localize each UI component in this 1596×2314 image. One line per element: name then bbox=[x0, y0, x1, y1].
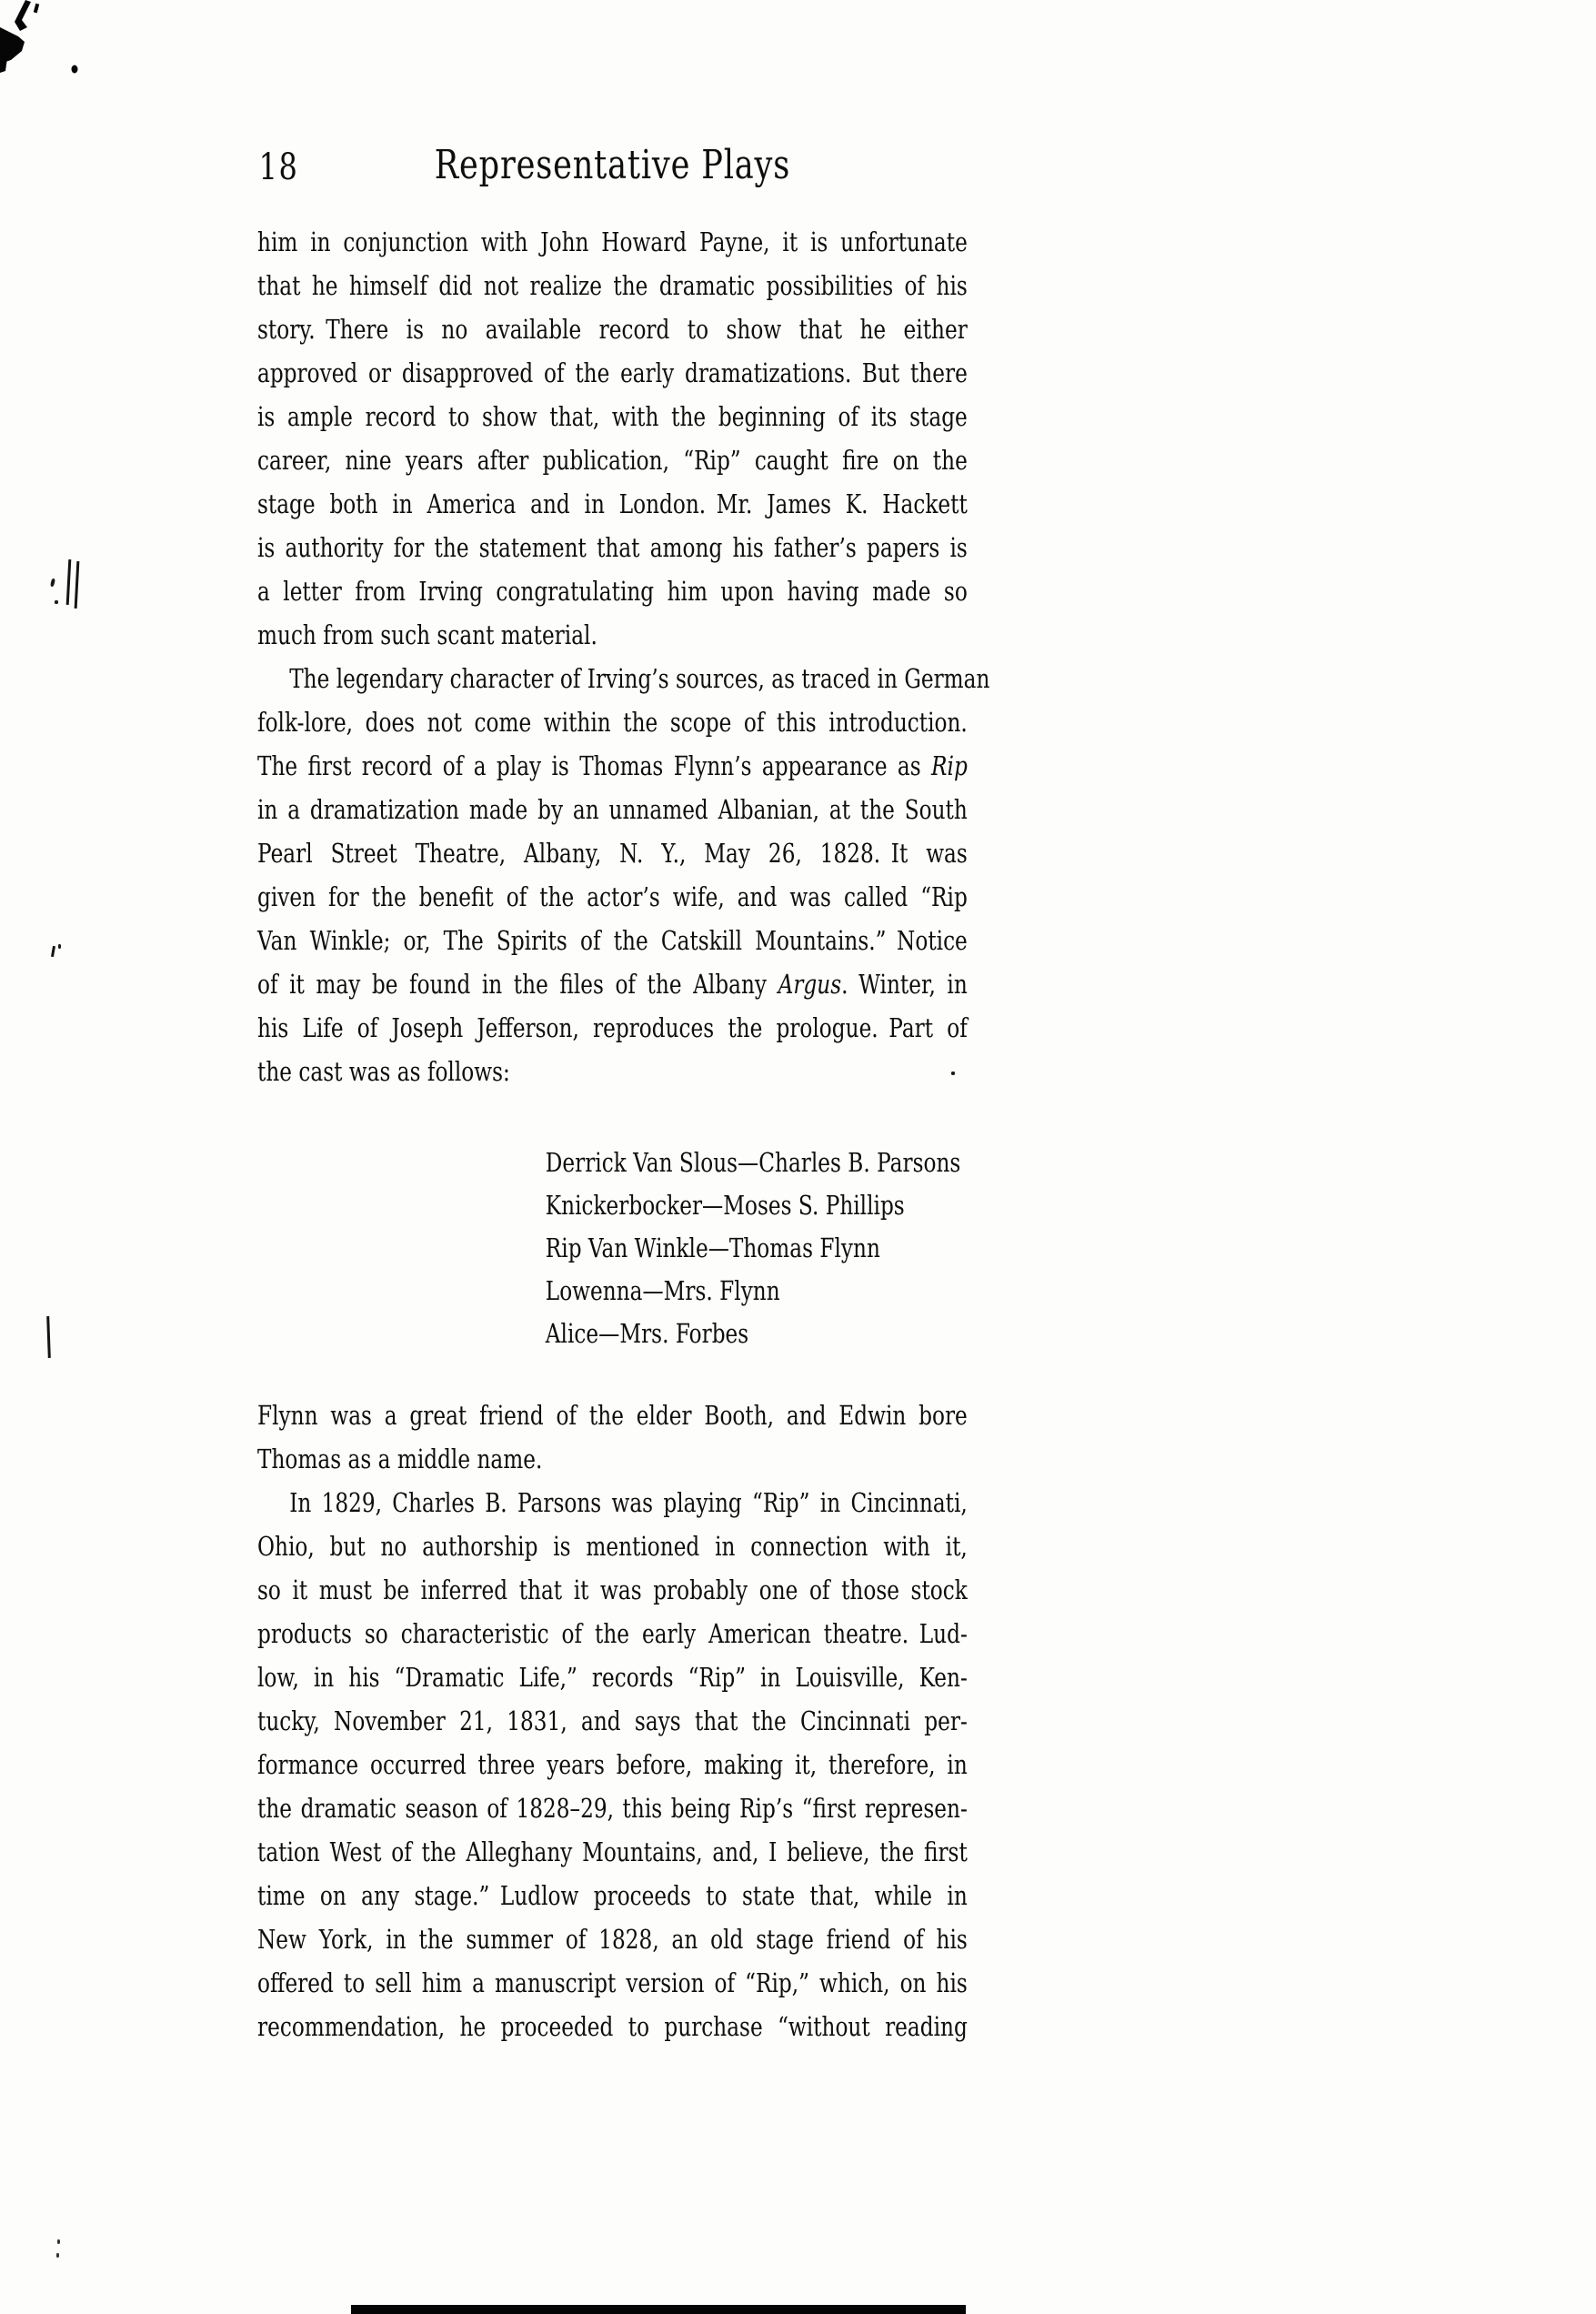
text-line: stage both in America and in London. Mr. James K. Hackett bbox=[257, 488, 968, 519]
text-line: products so characteristic of the early American theatre. Lud- bbox=[257, 1618, 968, 1649]
margin-mark-colon-bottom bbox=[56, 2253, 59, 2258]
text-line: the cast was as follows: bbox=[257, 1056, 510, 1087]
margin-mark-tick bbox=[51, 946, 55, 957]
cast-list-item: Lowenna—Mrs. Flynn bbox=[545, 1275, 780, 1306]
text-line: story. There is no available record to show that he either bbox=[257, 314, 968, 345]
cast-list-item: Alice—Mrs. Forbes bbox=[545, 1318, 749, 1349]
paragraph bbox=[257, 1393, 968, 1481]
ink-blot-mark-icon bbox=[0, 0, 100, 86]
paragraph bbox=[257, 657, 990, 1093]
text-line: given for the benefit of the actor’s wife, and was called “Rip bbox=[257, 881, 968, 912]
text-column bbox=[257, 220, 990, 2048]
italic-title-text: Rip bbox=[931, 750, 968, 781]
text-line: him in conjunction with John Howard Payne, it is unfortunate bbox=[257, 226, 968, 257]
paragraph bbox=[257, 1481, 968, 2048]
text-line: The first record of a play is Thomas Flynn’s appearance as Rip bbox=[257, 750, 968, 781]
page-header bbox=[257, 142, 968, 190]
text-line: formance occurred three years before, making it, therefore, in bbox=[257, 1749, 968, 1780]
scan-edge-bar bbox=[351, 2305, 966, 2314]
text-line: approved or disapproved of the early dramatizations. But there bbox=[257, 357, 968, 388]
text-line: offered to sell him a manuscript version of “Rip,” which, on his bbox=[257, 1967, 968, 1998]
text-line: the dramatic season of 1828–29, this being Rip’s “first represen- bbox=[257, 1793, 968, 1824]
margin-mark-apostrophe bbox=[50, 578, 55, 588]
text-line: New York, in the summer of 1828, an old stage friend of his bbox=[257, 1924, 968, 1955]
text-line: Flynn was a great friend of the elder Booth, and Edwin bore bbox=[257, 1400, 968, 1431]
text-line: The legendary character of Irving’s sources, as traced in German bbox=[289, 663, 990, 694]
text-line: Ohio, but no authorship is mentioned in connection with it, bbox=[257, 1531, 968, 1562]
text-line: is ample record to show that, with the beginning of its stage bbox=[257, 401, 968, 432]
running-title: Representative Plays bbox=[434, 142, 791, 188]
text-line: a letter from Irving congratulating him upon having made so bbox=[257, 576, 968, 607]
cast-list-item: Rip Van Winkle—Thomas Flynn bbox=[545, 1232, 880, 1263]
paragraph bbox=[257, 220, 968, 657]
margin-mark-bar bbox=[75, 561, 80, 609]
cast-list bbox=[546, 1142, 968, 1355]
text-line: low, in his “Dramatic Life,” records “Rip” in Louisville, Ken- bbox=[257, 1662, 968, 1693]
text-line: his Life of Joseph Jefferson, reproduces the prologue. Part of bbox=[257, 1012, 968, 1043]
text-line: tation West of the Alleghany Mountains, and, I believe, the first bbox=[257, 1836, 968, 1867]
text-line: Thomas as a middle name. bbox=[257, 1444, 543, 1474]
cast-list-item: Derrick Van Slous—Charles B. Parsons bbox=[545, 1147, 961, 1178]
text-line: folk-lore, does not come within the scope of this introduction. bbox=[257, 707, 968, 738]
text-line: tucky, November 21, 1831, and says that the Cincinnati per- bbox=[257, 1705, 968, 1736]
margin-mark-dot bbox=[55, 600, 58, 604]
text-line: much from such scant material. bbox=[257, 619, 597, 650]
text-line: of it may be found in the files of the Albany Argus. Winter, in bbox=[257, 969, 968, 1000]
margin-mark-bar bbox=[66, 559, 72, 605]
text-line: career, nine years after publication, “Rip” caught fire on the bbox=[257, 445, 968, 476]
text-line: that he himself did not realize the dramatic possibilities of his bbox=[257, 270, 968, 301]
page-number: 18 bbox=[258, 146, 299, 188]
cast-list-item: Knickerbocker—Moses S. Phillips bbox=[545, 1190, 905, 1221]
margin-mark-bar bbox=[46, 1316, 51, 1358]
margin-mark-colon-top bbox=[57, 2239, 60, 2244]
text-line: so it must be inferred that it was probably one of those stock bbox=[257, 1575, 968, 1605]
text-line: Van Winkle; or, The Spirits of the Catskill Mountains.” Notice bbox=[257, 925, 968, 956]
text-line: is authority for the statement that among his father’s papers is bbox=[257, 532, 968, 563]
text-line: time on any stage.” Ludlow proceeds to state that, while in bbox=[257, 1880, 968, 1911]
italic-title-text: Argus bbox=[778, 969, 842, 1000]
text-line: Pearl Street Theatre, Albany, N. Y., May 26, 1828. It was bbox=[257, 838, 968, 869]
margin-mark-dot bbox=[58, 944, 61, 949]
text-line: recommendation, he proceeded to purchase “without reading bbox=[257, 2011, 968, 2042]
text-line: In 1829, Charles B. Parsons was playing “Rip” in Cincinnati, bbox=[289, 1487, 968, 1518]
text-line: in a dramatization made by an unnamed Albanian, at the South bbox=[257, 794, 968, 825]
stray-dot-mark bbox=[951, 1071, 955, 1075]
